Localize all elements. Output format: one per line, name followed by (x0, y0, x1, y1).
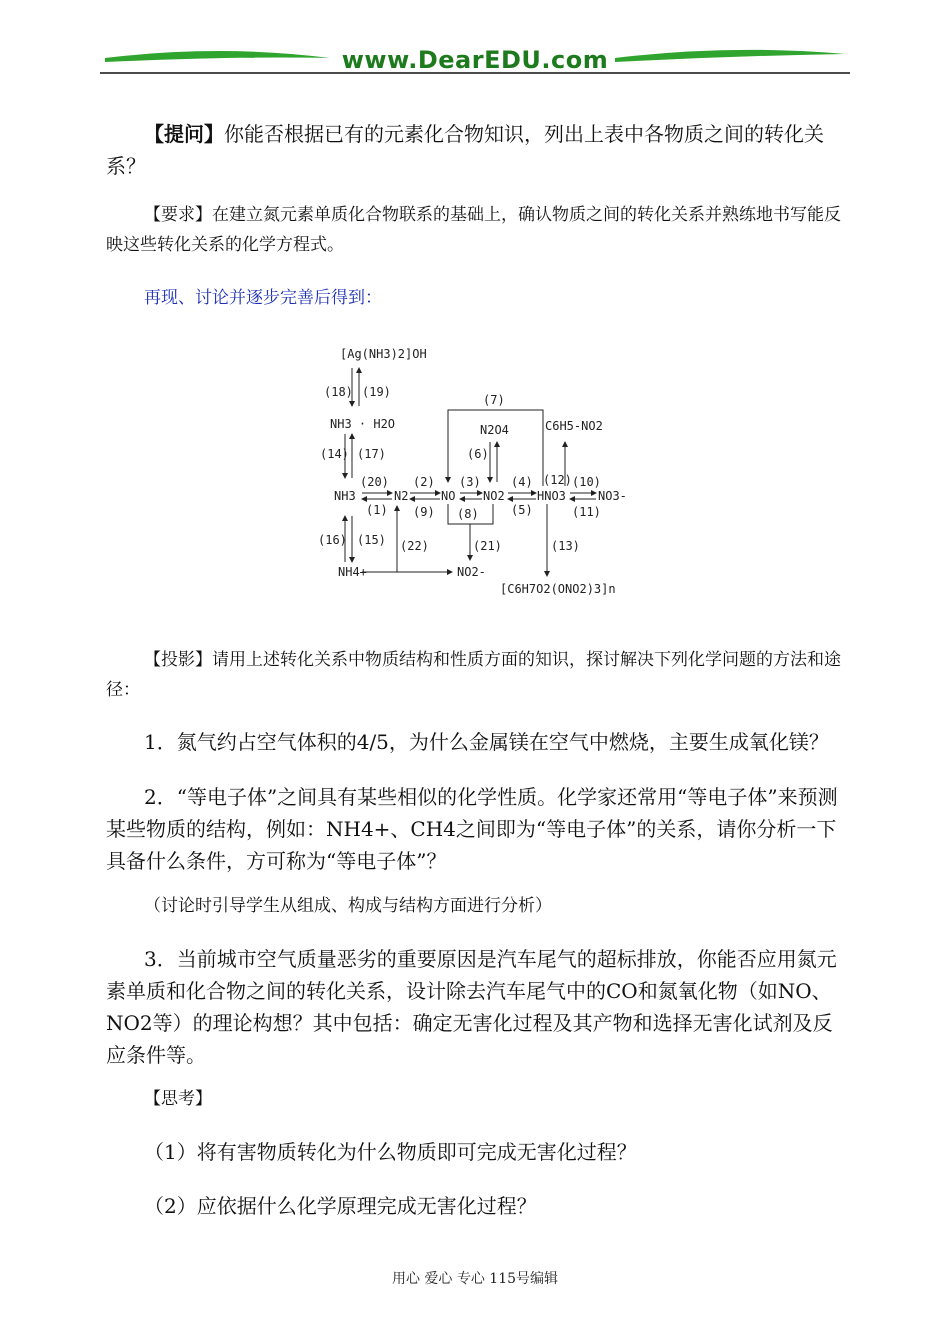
require-tag: 【要求】 (144, 205, 212, 225)
reaction-label: (6) (467, 447, 489, 461)
discussion-note: （讨论时引导学生从组成、构成与结构方面进行分析） (144, 896, 552, 916)
reaction-label: (3) (459, 475, 481, 489)
site-logo-text: www.DearEDU.com (341, 46, 609, 74)
reaction-label: (9) (413, 505, 435, 519)
project-tag: 【投影】 (144, 650, 212, 670)
question-paragraph (106, 118, 851, 182)
species-no2: NO2 (483, 489, 505, 503)
reaction-label: (10) (572, 475, 601, 489)
reaction-label: (18) (324, 385, 353, 399)
reaction-label: (5) (511, 503, 533, 517)
require-text: 在建立氮元素单质化合物联系的基础上，确认物质之间的转化关系并熟练地书写能反映这些转化关系的化学方程式。 (106, 205, 841, 255)
reaction-label: (8) (457, 507, 479, 521)
species-ag-complex: [Ag(NH3)2]OH (340, 347, 427, 361)
reaction-label: (2) (413, 475, 435, 489)
page-footer: 用心 爱心 专心 115号编辑 (391, 1271, 559, 1287)
page-header (100, 40, 850, 80)
question-2: 2．“等电子体”之间具有某些相似的化学性质。化学家还常用“等电子体”来预测某些物质的结构，例如：NH4+、CH4之间即为“等电子体”的关系，请你分析一下具备什么条件，方可称为“等电子体”？ (106, 785, 838, 873)
reaction-label: (20) (360, 475, 389, 489)
species-hno3: HNO3 (537, 489, 566, 503)
species-ammonium: NH4+ (338, 565, 367, 579)
think-question-2: （2）应依据什么化学原理完成无害化过程？ (144, 1194, 537, 1218)
species-ammonia: NH3 (334, 489, 356, 503)
reaction-label: (11) (572, 505, 601, 519)
species-ammonia-water: NH3 · H2O (330, 417, 396, 431)
question-1: 1．氮气约占空气体积的4/5，为什么金属镁在空气中燃烧，主要生成氧化镁？ (144, 730, 829, 754)
reaction-label: (17) (357, 447, 386, 461)
question-tag: 【提问】 (144, 122, 224, 146)
reaction-label: (12) (543, 473, 572, 487)
require-paragraph (106, 200, 851, 260)
question-text: 你能否根据已有的元素化合物知识，列出上表中各物质之间的转化关系？ (106, 122, 824, 178)
result-intro: 再现、讨论并逐步完善后得到： (144, 288, 382, 308)
nitrogen-conversion-diagram (300, 338, 645, 600)
reaction-label: (21) (473, 539, 502, 553)
species-nitrobenzene: C6H5-NO2 (545, 419, 603, 433)
reaction-label: (22) (400, 539, 429, 553)
species-nitrate: NO3- (598, 489, 627, 503)
reaction-label: (15) (357, 533, 386, 547)
reaction-label: (13) (551, 539, 580, 553)
reaction-label: (1) (366, 503, 388, 517)
reaction-label: (14) (320, 447, 349, 461)
reaction-label: (16) (318, 533, 347, 547)
think-question-1: （1）将有害物质转化为什么物质即可完成无害化过程？ (144, 1140, 637, 1164)
species-no: NO (441, 489, 456, 503)
reaction-label: (19) (362, 385, 391, 399)
question-3: 3．当前城市空气质量恶劣的重要原因是汽车尾气的超标排放，你能否应用氮元素单质和化合物之间的转化关系，设计除去汽车尾气中的CO和氮氧化物（如NO、NO2等）的理论构想？其中包括：确定无害化过程及其产物和选择无害化试剂及反应条件等。 (106, 947, 837, 1067)
species-nitrite: NO2- (457, 565, 486, 579)
think-tag: 【思考】 (144, 1089, 212, 1109)
reaction-label: (7) (483, 393, 505, 407)
project-paragraph (106, 645, 851, 705)
project-text: 请用上述转化关系中物质结构和性质方面的知识，探讨解决下列化学问题的方法和途径： (106, 650, 841, 700)
species-nitrogen: N2 (394, 489, 409, 503)
species-cellulose-nitrate: [C6H7O2(ONO2)3]n (500, 582, 616, 596)
reaction-label: (4) (511, 475, 533, 489)
species-n2o4: N2O4 (480, 423, 509, 437)
